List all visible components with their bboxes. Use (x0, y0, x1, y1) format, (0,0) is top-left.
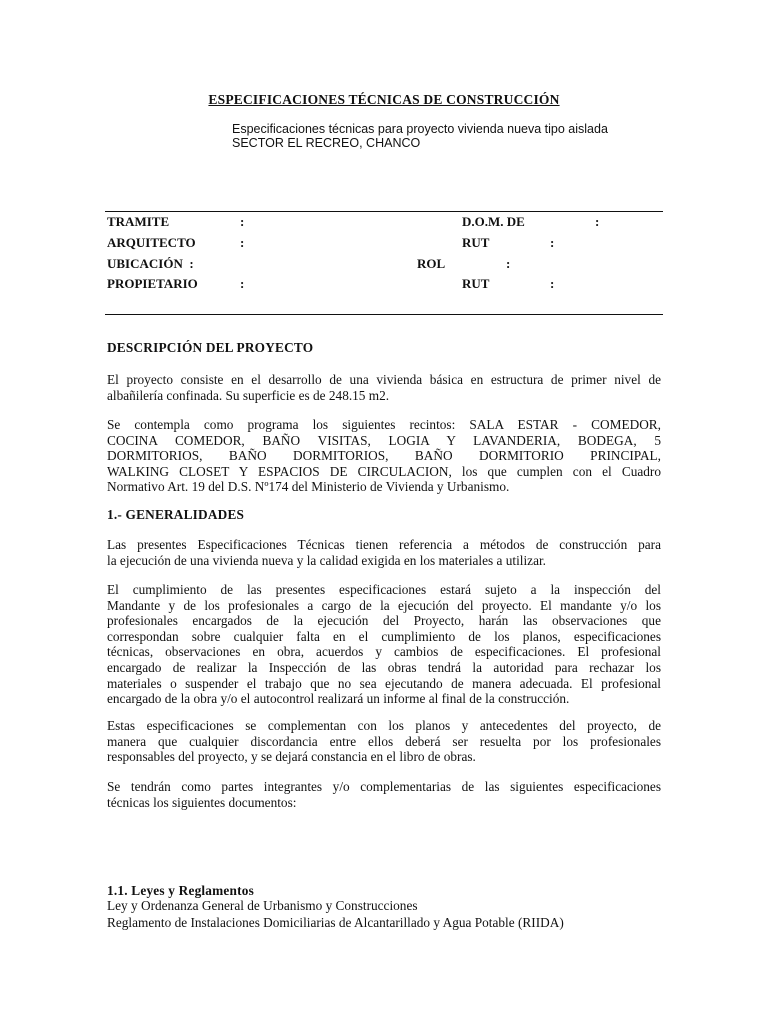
field-rut-label: RUT (462, 276, 490, 291)
field-dom-label: D.O.M. DE (462, 214, 525, 229)
field-tramite-colon: : (240, 214, 245, 229)
paragraph-line: manera que cualquier discordancia entre ellos deberá ser resuelta por los profesionales (107, 733, 661, 749)
field-dom-colon: : (595, 214, 600, 229)
field-rut-colon: : (550, 276, 555, 291)
header-top-rule (105, 211, 663, 212)
paragraph-line: profesionales encargados de la ejecución del Proyecto, harán las observaciones que (107, 613, 661, 629)
paragraph (107, 779, 661, 810)
paragraph-line: Estas especificaciones se complementan con los planos y antecedentes del proyecto, de (107, 718, 661, 733)
field-arquitecto-label: ARQUITECTO (107, 235, 196, 250)
paragraph-line: DORMITORIOS, BAÑO DORMITORIOS, BAÑO DORMITORIO PRINCIPAL, (107, 448, 661, 464)
paragraph-line: la ejecución de una vivienda nueva y la calidad exigida en los materiales a utilizar. (107, 552, 546, 568)
paragraph (107, 417, 661, 495)
document-subtitle (232, 122, 608, 150)
paragraph-line: Las presentes Especificaciones Técnicas tienen referencia a métodos de construcción para (107, 537, 661, 552)
field-ubicacion-label: UBICACIÓN : (107, 256, 194, 271)
field-propietario-label: PROPIETARIO (107, 276, 198, 291)
subtitle-line: SECTOR EL RECREO, CHANCO (232, 136, 421, 150)
section-heading-generalidades: 1.- GENERALIDADES (107, 507, 245, 522)
paragraph-line: Se contempla como programa los siguientes recintos: SALA ESTAR - COMEDOR, (107, 417, 661, 432)
paragraph-line: correspondan sobre cualquier falta en el cumplimiento de los planos, especificaciones (107, 628, 661, 644)
paragraph-line: Normativo Art. 19 del D.S. Nº174 del Ministerio de Vivienda y Urbanismo. (107, 479, 510, 495)
paragraph-line: El proyecto consiste en el desarrollo de una vivienda básica en estructura de primer nivel de (107, 372, 661, 387)
field-arquitecto-colon: : (240, 235, 245, 250)
field-propietario-colon: : (240, 276, 245, 291)
paragraph-line: responsables del proyecto, y se dejará constancia en el libro de obras. (107, 749, 476, 765)
paragraph-line: WALKING CLOSET Y ESPACIOS DE CIRCULACION, los que cumplen con el Cuadro (107, 463, 661, 479)
section-heading-leyes: 1.1. Leyes y Reglamentos (107, 883, 254, 898)
paragraph-line: albañilería confinada. Su superficie es de 248.15 m2. (107, 387, 390, 403)
list-item: Ley y Ordenanza General de Urbanismo y Construcciones (107, 898, 418, 913)
paragraph-line: materiales o suspender el trabajo que no sea ejecutando de manera adecuada. El profesional (107, 675, 661, 691)
paragraph-line: encargado de la obra y/o el autocontrol realizará un informe al final de la construcción. (107, 691, 570, 707)
document-title: ESPECIFICACIONES TÉCNICAS DE CONSTRUCCIÓN (208, 92, 560, 107)
paragraph-line: Se tendrán como partes integrantes y/o complementarias de las siguientes especificaciones (107, 779, 661, 794)
paragraph (107, 537, 661, 568)
paragraph (107, 718, 661, 765)
paragraph-line: técnicas, observaciones en obra, acuerdos y cambios de especificaciones. El profesional (107, 644, 661, 660)
section-heading-descripcion: DESCRIPCIÓN DEL PROYECTO (107, 340, 314, 355)
list-item: Reglamento de Instalaciones Domiciliarias de Alcantarillado y Agua Potable (RIIDA) (107, 915, 564, 930)
header-bottom-rule (105, 314, 663, 315)
field-rol-colon: : (506, 256, 511, 271)
field-tramite-label: TRAMITE (107, 214, 170, 229)
paragraph (107, 372, 661, 403)
paragraph-line: Mandante y de los profesionales a cargo de la ejecución del proyecto. El mandante y/o los (107, 597, 661, 613)
field-rut-label: RUT (462, 235, 490, 250)
paragraph (107, 582, 661, 707)
field-rol-label: ROL (417, 256, 446, 271)
paragraph-line: COCINA COMEDOR, BAÑO VISITAS, LOGIA Y LAVANDERIA, BODEGA, 5 (107, 432, 661, 448)
subtitle-line: Especificaciones técnicas para proyecto vivienda nueva tipo aislada (232, 122, 608, 136)
paragraph-line: técnicas los siguientes documentos: (107, 794, 297, 810)
field-rut-colon: : (550, 235, 555, 250)
paragraph-line: encargado de realizar la Inspección de las obras tendrá la autoridad para rechazar los (107, 659, 661, 675)
paragraph-line: El cumplimiento de las presentes especificaciones estará sujeto a la inspección del (107, 582, 661, 597)
